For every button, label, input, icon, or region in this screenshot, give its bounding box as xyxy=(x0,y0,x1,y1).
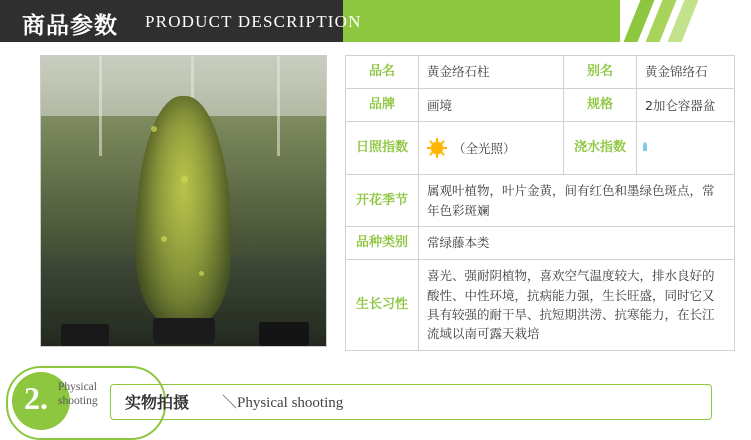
spec-label-flowering-season: 开花季节 xyxy=(346,175,419,227)
sunlight-note: （全光照） xyxy=(453,140,516,156)
spec-label-alias: 别名 xyxy=(563,56,636,89)
photo-beam-3 xyxy=(277,56,280,156)
page-title-english: PRODUCT DESCRIPTION xyxy=(145,12,362,31)
spec-label-variety-category: 品种类别 xyxy=(346,227,419,260)
photo-side-pot-right xyxy=(259,322,309,346)
footer-section xyxy=(0,362,751,439)
page-header xyxy=(0,0,751,42)
photo-leaf-speck xyxy=(181,176,188,183)
table-row xyxy=(346,227,735,260)
footer-section-title-english: ＼Physical shooting xyxy=(222,395,344,411)
spec-value-watering-index xyxy=(636,122,734,175)
spec-label-product-name: 品名 xyxy=(346,56,419,89)
footer-english-line-2: shooting xyxy=(58,395,98,408)
spec-value-growth-habit: 喜光、强耐阴植物，喜欢空气温度较大，排水良好的酸性、中性环境，抗病能力强，生长旺盛，同时它又具有较强的耐干旱、抗短期洪涝、抗寒能力，在长江流域以南可露天栽培 xyxy=(419,260,735,351)
footer-number: 2. xyxy=(24,380,48,416)
spec-value-variety-category: 常绿藤本类 xyxy=(419,227,735,260)
photo-plant-pot xyxy=(153,318,215,344)
spec-value-brand: 画境 xyxy=(419,89,564,122)
spec-label-sunlight-index: 日照指数 xyxy=(346,122,419,175)
footer-english-line-1: Physical xyxy=(58,381,97,393)
spec-value-alias: 黄金锦络石 xyxy=(636,56,734,89)
table-row xyxy=(346,122,735,175)
footer-section-title: 实物拍摄 xyxy=(125,393,190,412)
spec-value-sunlight-index xyxy=(419,122,564,175)
spec-label-watering-index: 浇水指数 xyxy=(563,122,636,175)
photo-beam-1 xyxy=(99,56,102,156)
table-row xyxy=(346,175,735,227)
photo-leaf-speck xyxy=(151,126,157,132)
spec-label-growth-habit: 生长习性 xyxy=(346,260,419,351)
spec-value-product-name: 黄金络石柱 xyxy=(419,56,564,89)
product-photo xyxy=(40,55,327,347)
footer-label-bar xyxy=(110,384,712,420)
spec-value-flowering-season: 属观叶植物，叶片金黄，间有红色和墨绿色斑点，常年色彩斑斓 xyxy=(419,175,735,227)
spec-label-specification: 规格 xyxy=(563,89,636,122)
header-accent-stripes xyxy=(620,0,751,42)
photo-side-pot-left xyxy=(61,324,109,346)
table-row xyxy=(346,260,735,351)
product-spec-table xyxy=(345,55,735,351)
spec-value-specification: 2加仑容器盆 xyxy=(636,89,734,122)
table-row xyxy=(346,56,735,89)
photo-leaf-speck xyxy=(161,236,167,242)
spec-label-brand: 品牌 xyxy=(346,89,419,122)
page-title: 商品参数 xyxy=(22,13,118,39)
sun-icon xyxy=(427,138,447,158)
photo-leaf-speck xyxy=(199,271,204,276)
table-row xyxy=(346,89,735,122)
footer-english-caption xyxy=(58,380,130,409)
